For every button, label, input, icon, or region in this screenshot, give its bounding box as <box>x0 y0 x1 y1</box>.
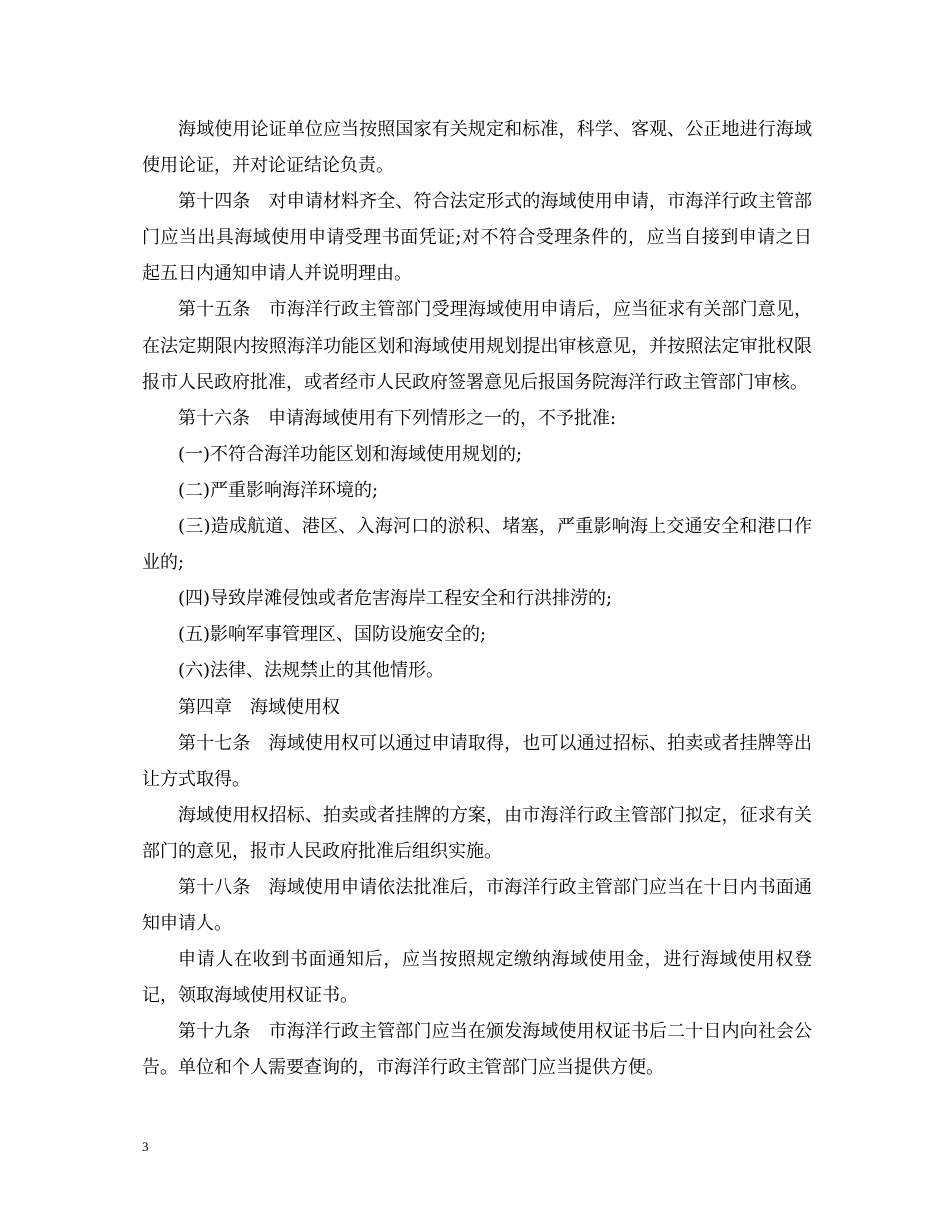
paragraph-article-14: 第十四条 对申请材料齐全、符合法定形式的海域使用申请，市海洋行政主管部门应当出具海域使用申请受理书面凭证;对不符合受理条件的，应当自接到申请之日起五日内通知申请人并说明理由。 <box>142 191 812 285</box>
paragraph-article-16: 第十六条 申请海域使用有下列情形之一的，不予批准: <box>178 407 617 429</box>
list-item-3: (三)造成航道、港区、入海河口的淤积、堵塞，严重影响海上交通安全和港口作业的; <box>142 516 812 574</box>
list-item-6: (六)法律、法规禁止的其他情形。 <box>178 660 445 682</box>
paragraph-article-15: 第十五条 市海洋行政主管部门受理海域使用申请后，应当征求有关部门意见，在法定期限内按照海洋功能区划和海域使用规划提出审核意见，并按照法定审批权限报市人民政府批准，或者经市人民政府签署意见后报国务院海洋行政主管部门审核。 <box>142 299 812 393</box>
list-item-5: (五)影响军事管理区、国防设施安全的; <box>178 624 487 646</box>
paragraph-applicant-registration: 申请人在收到书面通知后，应当按照规定缴纳海域使用金，进行海域使用权登记，领取海域使用权证书。 <box>142 949 812 1007</box>
paragraph-article-17: 第十七条 海域使用权可以通过申请取得，也可以通过招标、拍卖或者挂牌等出让方式取得。 <box>142 732 812 790</box>
paragraph-demonstration-responsibility: 海域使用论证单位应当按照国家有关规定和标准，科学、客观、公正地进行海域使用论证，并对论证结论负责。 <box>142 119 812 177</box>
document-body <box>142 112 812 1087</box>
chapter-heading-4: 第四章 海域使用权 <box>178 696 340 718</box>
list-item-4: (四)导致岸滩侵蚀或者危害海岸工程安全和行洪排涝的; <box>178 588 613 610</box>
paragraph-bidding-plan: 海域使用权招标、拍卖或者挂牌的方案，由市海洋行政主管部门拟定，征求有关部门的意见，报市人民政府批准后组织实施。 <box>142 804 812 862</box>
paragraph-article-18: 第十八条 海域使用申请依法批准后，市海洋行政主管部门应当在十日内书面通知申请人。 <box>142 876 812 935</box>
list-item-2: (二)严重影响海洋环境的; <box>178 479 379 501</box>
page-number: 3 <box>142 1139 149 1154</box>
paragraph-article-19: 第十九条 市海洋行政主管部门应当在颁发海域使用权证书后二十日内向社会公告。单位和个人需要查询的，市海洋行政主管部门应当提供方便。 <box>142 1021 812 1079</box>
list-item-1: (一)不符合海洋功能区划和海域使用规划的; <box>178 443 523 465</box>
